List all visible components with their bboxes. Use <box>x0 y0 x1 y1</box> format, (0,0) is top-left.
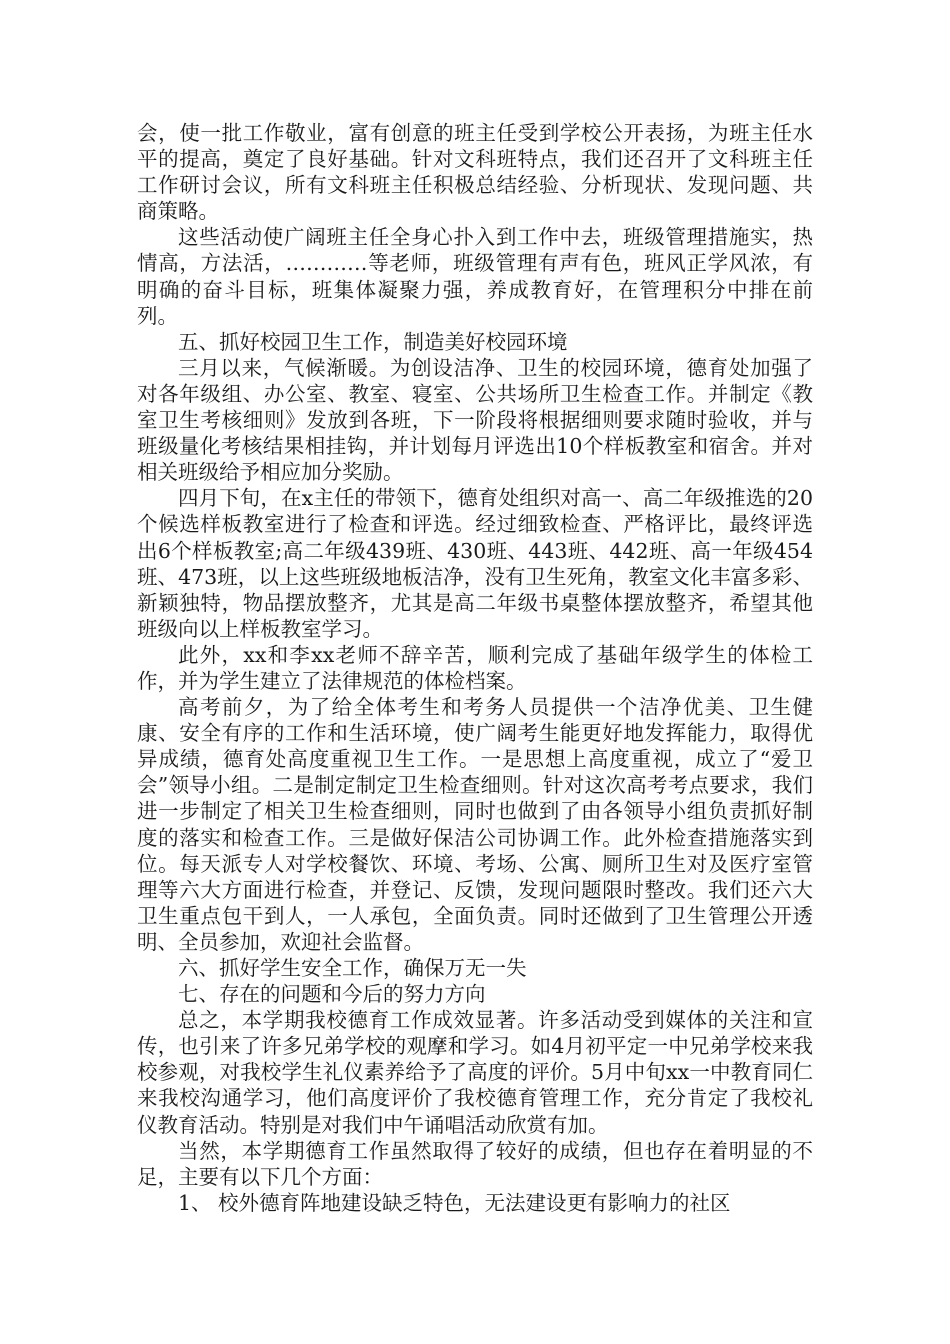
paragraph-summary: 总之，本学期我校德育工作成效显著。许多活动受到媒体的关注和宣传，也引来了许多兄弟学校的观摩和学习。如4月初平定一中兄弟学校来我校参观，对我校学生礼仪素养给予了高度的评价。5月中旬xx一中教育同仁来我校沟通学习，他们高度评价了我校德育管理工作，充分肯定了我校礼仪教育活动。特别是对我们中午诵唱活动欣赏有加。 <box>137 1008 813 1137</box>
paragraph-shortcomings: 当然，本学期德育工作虽然取得了较好的成绩，但也存在着明显的不足，主要有以下几个方面： <box>137 1138 813 1189</box>
paragraph-health-checkup: 此外，xx和李xx老师不辞辛苦，顺利完成了基础年级学生的体检工作，并为学生建立了法律规范的体检档案。 <box>137 642 813 693</box>
document-body <box>137 120 813 1216</box>
section-heading-hygiene: 五、抓好校园卫生工作，制造美好校园环境 <box>178 329 568 354</box>
paragraph-activities-effect: 这些活动使广阔班主任全身心扑入到工作中去，班级管理措施实，热情高，方法活，…………等老师，班级管理有声有色，班风正学风浓，有明确的奋斗目标，班集体凝聚力强，养成教育好，在管理积分中排在前列。 <box>137 225 813 328</box>
section-heading-safety: 六、抓好学生安全工作，确保万无一失 <box>178 956 527 980</box>
paragraph-march-hygiene: 三月以来，气候渐暖。为创设洁净、卫生的校园环境，德育处加强了对各年级组、办公室、教室、寝室、公共场所卫生检查工作。并制定《教室卫生考核细则》发放到各班，下一阶段将根据细则要求随时验收，并与班级量化考核结果相挂钩，并计划每月评选出10个样板教室和宿舍。并对相关班级给予相应加分奖励。 <box>137 355 813 485</box>
paragraph-exam-environment: 高考前夕，为了给全体考生和考务人员提供一个洁净优美、卫生健康、安全有序的工作和生活环境，使广阔考生能更好地发挥能力，取得优异成绩，德育处高度重视卫生工作。一是思想上高度重视，成立了“爱卫会”领导小组。二是制定制定卫生检查细则。针对这次高考考点要求，我们进一步制定了相关卫生检查细则，同时也做到了由各领导小组负责抓好制度的落实和检查工作。三是做好保洁公司协调工作。此外检查措施落实到位。每天派专人对学校餐饮、环境、考场、公寓、厕所卫生对及医疗室管理等六大方面进行检查，并登记、反馈，发现问题限时整改。我们还六大卫生重点包干到人，一人承包，全面负责。同时还做到了卫生管理公开透明、全员参加，欢迎社会监督。 <box>137 695 813 954</box>
section-heading-problems: 七、存在的问题和今后的努力方向 <box>178 982 486 1007</box>
paragraph-april-model-classrooms: 四月下旬，在x主任的带领下，德育处组织对高一、高二年级推选的20个候选样板教室进行了检查和评选。经过细致检查、严格评比，最终评选出6个样板教室;高二年级439班、430班、443班、442班、高一年级454班、473班，以上这些班级地板洁净，没有卫生死角，教室文化丰富多彩、新颖独特，物品摆放整齐，尤其是高二年级书桌整体摆放整齐，希望其他班级向以上样板教室学习。 <box>137 486 813 641</box>
paragraph-intro-continuation: 会，使一批工作敬业，富有创意的班主任受到学校公开表扬，为班主任水平的提高，奠定了良好基础。针对文科班特点，我们还召开了文科班主任工作研讨会议，所有文科班主任积极总结经验、分析现状、发现问题、共商策略。 <box>137 121 813 224</box>
list-item-1: 1、 校外德育阵地建设缺乏特色，无法建设更有影响力的社区 <box>178 1190 731 1215</box>
